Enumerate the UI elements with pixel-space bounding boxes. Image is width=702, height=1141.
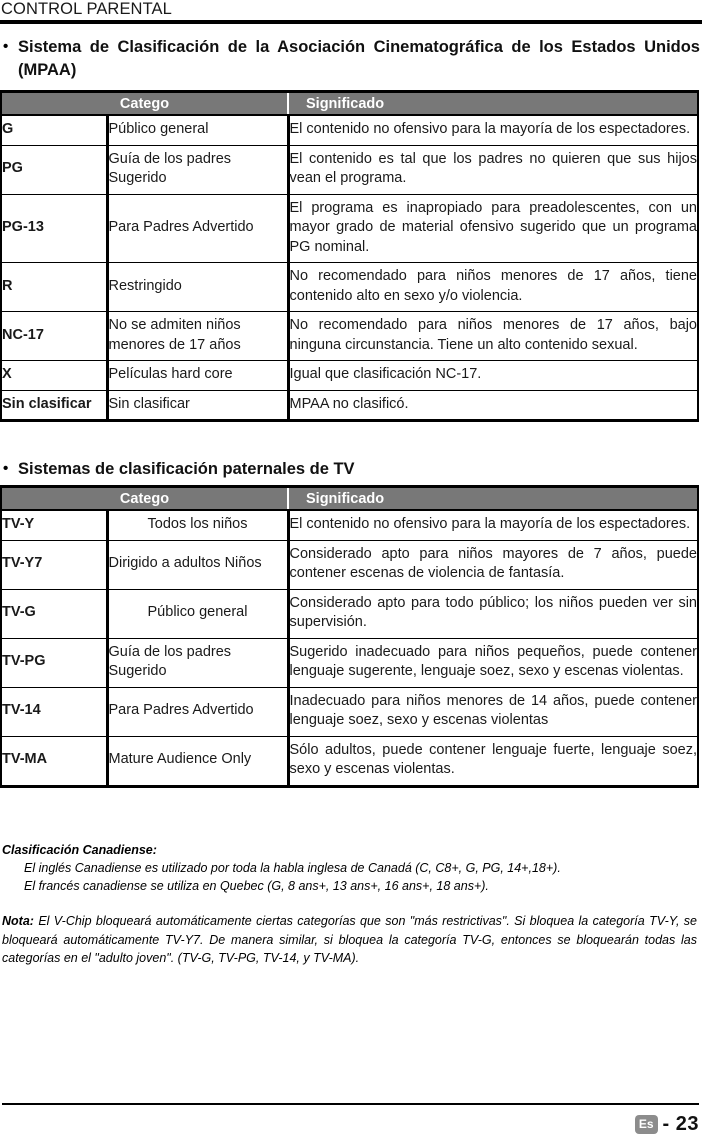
column-header-category: Catego	[1, 487, 288, 511]
header-rule	[0, 20, 702, 24]
section-heading-mpaa	[0, 36, 700, 82]
table-row	[1, 540, 698, 589]
page-number: - 23	[662, 1113, 699, 1135]
rating-code: G	[1, 115, 107, 145]
mpaa-ratings-table	[0, 90, 699, 422]
rating-meaning: MPAA no clasificó.	[288, 390, 698, 421]
rating-meaning: El contenido no ofensivo para la mayoría de los espectadores.	[288, 115, 698, 145]
section-heading-tv	[0, 458, 700, 481]
rating-code: PG-13	[1, 194, 107, 263]
column-header-meaning: Significado	[288, 92, 698, 116]
table-row	[1, 510, 698, 540]
table-row	[1, 194, 698, 263]
footnotes	[2, 842, 697, 968]
rating-code: NC-17	[1, 312, 107, 361]
rating-meaning: Considerado apto para todo público; los niños pueden ver sin supervisión.	[288, 589, 698, 638]
rating-meaning: No recomendado para niños menores de 17 años, tiene contenido alto en sexo y/o violencia.	[288, 263, 698, 312]
language-badge: Es	[635, 1115, 658, 1134]
rating-short-description: Todos los niños	[107, 510, 288, 540]
rating-code: TV-Y7	[1, 540, 107, 589]
vchip-note-label: Nota:	[2, 914, 34, 928]
section-heading-tv-label: Sistemas de clasificación paternales de TV	[18, 460, 355, 478]
table-header-row	[1, 487, 698, 511]
rating-meaning: El contenido no ofensivo para la mayoría de los espectadores.	[288, 510, 698, 540]
vchip-note-body: El V-Chip bloqueará automáticamente ciertas categorías que son "más restrictivas". Si bloquea la categoría TV-Y, se bloqueará automáticamente TV-Y7. De manera similar, si bloquea la categoría TV-G, entonces se bloquearán todas las categorías en el "adulto joven". (TV-G, TV-PG, TV-14, y TV-MA).	[2, 914, 697, 965]
section-heading-mpaa-label: Sistema de Clasificación de la Asociación Cinematográfica de los Estados Unidos (MPAA)	[18, 38, 700, 79]
rating-meaning: El programa es inapropiado para preadolescentes, con un mayor grado de material ofensivo sugerido que un programa PG nominal.	[288, 194, 698, 263]
rating-code: TV-PG	[1, 638, 107, 687]
tv-table-body	[1, 510, 698, 786]
rating-code: R	[1, 263, 107, 312]
rating-code: Sin clasificar	[1, 390, 107, 421]
rating-meaning: El contenido es tal que los padres no quieren que sus hijos vean el programa.	[288, 145, 698, 194]
bullet-icon: •	[3, 460, 9, 477]
table-row	[1, 361, 698, 391]
rating-short-description: Público general	[107, 115, 288, 145]
table-row	[1, 687, 698, 736]
rating-code: TV-Y	[1, 510, 107, 540]
table-row	[1, 145, 698, 194]
page-footer	[635, 1113, 699, 1136]
rating-code: TV-G	[1, 589, 107, 638]
running-head	[0, 0, 702, 24]
table-row	[1, 115, 698, 145]
rating-code: PG	[1, 145, 107, 194]
canadian-rating-line-2: El francés canadiense se utiliza en Quebec (G, 8 ans+, 13 ans+, 16 ans+, 18 ans+).	[24, 879, 489, 893]
table-row	[1, 312, 698, 361]
rating-short-description: Guía de los padres Sugerido	[107, 145, 288, 194]
rating-short-description: Guía de los padres Sugerido	[107, 638, 288, 687]
footer-rule	[2, 1103, 699, 1105]
rating-short-description: Público general	[107, 589, 288, 638]
rating-short-description: Dirigido a adultos Niños	[107, 540, 288, 589]
rating-short-description: Restringido	[107, 263, 288, 312]
bullet-icon: •	[3, 38, 9, 55]
rating-meaning: Inadecuado para niños menores de 14 años, puede contener lenguaje soez, sexo y escenas violentas	[288, 687, 698, 736]
rating-meaning: No recomendado para niños menores de 17 años, bajo ninguna circunstancia. Tiene un alto contenido sexual.	[288, 312, 698, 361]
rating-code: X	[1, 361, 107, 391]
column-header-meaning: Significado	[288, 487, 698, 511]
tv-ratings-table	[0, 485, 699, 788]
table-row	[1, 263, 698, 312]
table-row	[1, 390, 698, 421]
rating-short-description: Para Padres Advertido	[107, 194, 288, 263]
table-row	[1, 736, 698, 786]
rating-short-description: Películas hard core	[107, 361, 288, 391]
column-header-category: Catego	[1, 92, 288, 116]
canadian-rating-title: Clasificación Canadiense:	[2, 843, 157, 857]
rating-meaning: Considerado apto para niños mayores de 7 años, puede contener escenas de violencia de fantasía.	[288, 540, 698, 589]
rating-short-description: Para Padres Advertido	[107, 687, 288, 736]
rating-short-description: Sin clasificar	[107, 390, 288, 421]
rating-code: TV-MA	[1, 736, 107, 786]
rating-meaning: Sólo adultos, puede contener lenguaje fuerte, lenguaje soez, sexo y escenas violentas.	[288, 736, 698, 786]
table-row	[1, 638, 698, 687]
rating-short-description: Mature Audience Only	[107, 736, 288, 786]
rating-meaning: Igual que clasificación NC-17.	[288, 361, 698, 391]
vchip-note	[2, 912, 697, 968]
table-header-row	[1, 92, 698, 116]
rating-code: TV-14	[1, 687, 107, 736]
rating-short-description: No se admiten niños menores de 17 años	[107, 312, 288, 361]
table-row	[1, 589, 698, 638]
canadian-rating-line-1: El inglés Canadiense es utilizado por toda la habla inglesa de Canadá (C, C8+, G, PG, 14+,18+).	[24, 861, 561, 875]
mpaa-table-body	[1, 115, 698, 421]
rating-meaning: Sugerido inadecuado para niños pequeños, puede contener lenguaje sugerente, lenguaje soez, sexo y escenas violentas.	[288, 638, 698, 687]
page-title: CONTROL PARENTAL	[1, 0, 172, 18]
